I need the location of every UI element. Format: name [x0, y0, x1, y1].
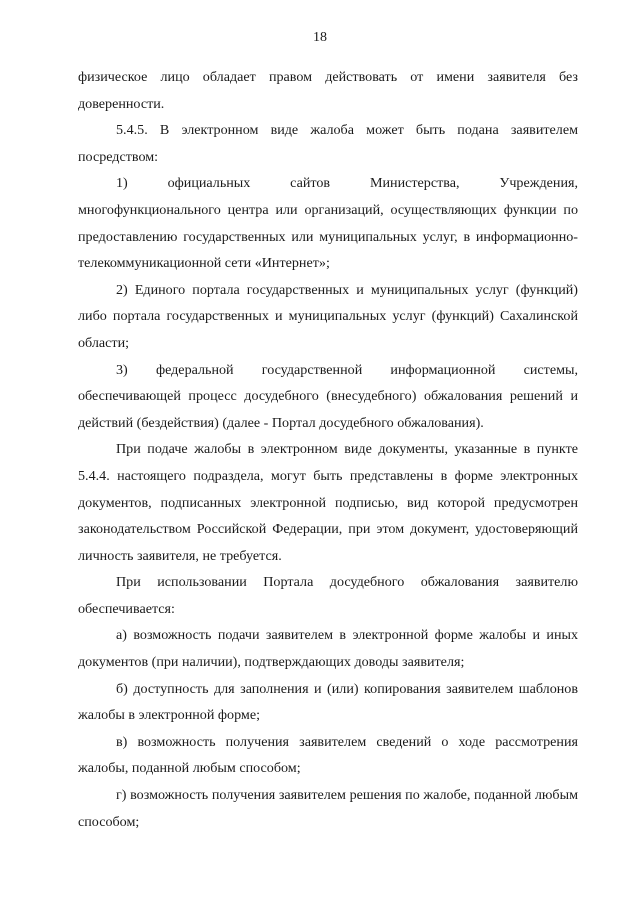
paragraph-continuation: физическое лицо обладает правом действовать от имени заявителя без доверенности.: [78, 69, 578, 112]
list-item-1-official-sites: 1) официальных сайтов Министерства, Учреждения, многофункционального центра или организаций, осуществляющих функции по предоставлению государственных или муниципальных услуг, в информационно-телекоммуникационной сети «Интернет»;: [78, 175, 578, 272]
body-text: [78, 64, 578, 835]
list-item-g: г) возможность получения заявителем решения по жалобе, поданной любым способом;: [78, 787, 578, 830]
paragraph-electronic-documents: При подаче жалобы в электронном виде документы, указанные в пункте 5.4.4. настоящего подраздела, могут быть представлены в форме электронных документов, подписанных электронной подписью, вид которой предусмотрен законодательством Российской Федерации, при этом документ, удостоверяющий личность заявителя, не требуется.: [78, 441, 578, 564]
page-number: 18: [313, 30, 327, 45]
list-item-2-unified-portal: 2) Единого портала государственных и муниципальных услуг (функций) либо портала государственных и муниципальных услуг (функций) Сахалинской области;: [78, 281, 578, 351]
list-item-b: б) доступность для заполнения и (или) копирования заявителем шаблонов жалобы в электронной форме;: [78, 680, 578, 724]
paragraph-portal-provides: При использовании Портала досудебного обжалования заявителю обеспечивается:: [78, 574, 578, 617]
list-item-v: в) возможность получения заявителем сведений о ходе рассмотрения жалобы, поданной любым способом;: [78, 733, 578, 777]
list-item-a: а) возможность подачи заявителем в электронной форме жалобы и иных документов (при наличии), подтверждающих доводы заявителя;: [78, 627, 578, 671]
paragraph-5-4-5: 5.4.5. В электронном виде жалоба может быть подана заявителем посредством:: [78, 122, 578, 165]
list-item-3-federal-system: 3) федеральной государственной информационной системы, обеспечивающей процесс досудебного (внесудебного) обжалования решений и действий (бездействия) (далее - Портал досудебного обжалования).: [78, 361, 578, 431]
